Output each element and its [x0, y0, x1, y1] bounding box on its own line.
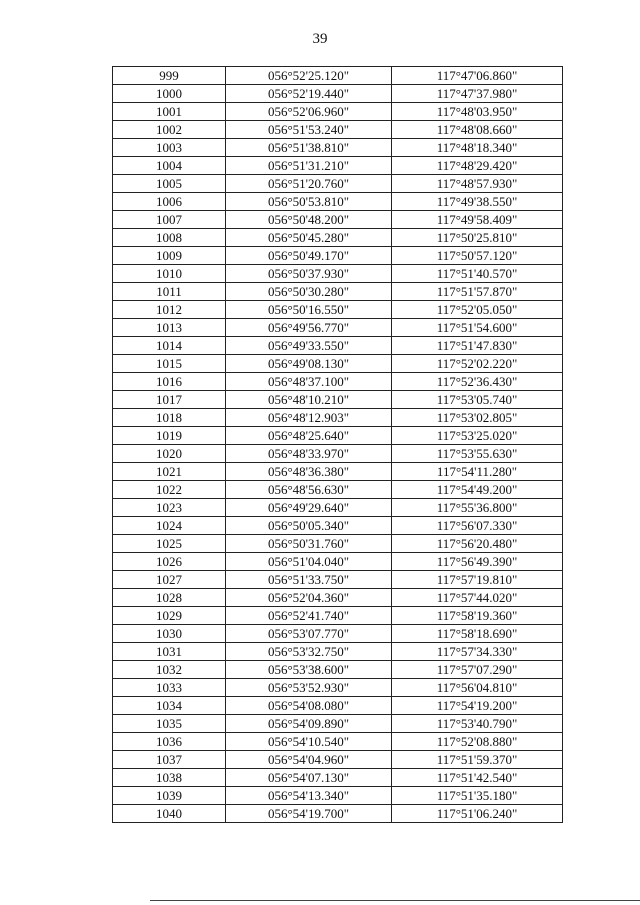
latitude-cell: 056°48'33.970": [226, 445, 392, 463]
latitude-cell: 056°48'10.210": [226, 391, 392, 409]
table-row: [113, 481, 563, 499]
table-row: [113, 139, 563, 157]
latitude-cell: 056°54'08.080": [226, 697, 392, 715]
longitude-cell: 117°52'08.880": [392, 733, 563, 751]
longitude-cell: 117°48'57.930": [392, 175, 563, 193]
latitude-cell: 056°51'38.810": [226, 139, 392, 157]
latitude-cell: 056°50'45.280": [226, 229, 392, 247]
table-row: [113, 751, 563, 769]
latitude-cell: 056°51'53.240": [226, 121, 392, 139]
point-number-cell: 1031: [113, 643, 226, 661]
longitude-cell: 117°51'54.600": [392, 319, 563, 337]
point-number-cell: 1005: [113, 175, 226, 193]
longitude-cell: 117°53'55.630": [392, 445, 563, 463]
latitude-cell: 056°48'25.640": [226, 427, 392, 445]
table-row: [113, 589, 563, 607]
point-number-cell: 1034: [113, 697, 226, 715]
latitude-cell: 056°52'25.120": [226, 67, 392, 85]
table-row: [113, 517, 563, 535]
latitude-cell: 056°53'52.930": [226, 679, 392, 697]
point-number-cell: 1033: [113, 679, 226, 697]
point-number-cell: 1039: [113, 787, 226, 805]
point-number-cell: 1037: [113, 751, 226, 769]
longitude-cell: 117°56'04.810": [392, 679, 563, 697]
latitude-cell: 056°49'33.550": [226, 337, 392, 355]
table-row: [113, 445, 563, 463]
longitude-cell: 117°57'07.290": [392, 661, 563, 679]
latitude-cell: 056°54'04.960": [226, 751, 392, 769]
point-number-cell: 1015: [113, 355, 226, 373]
latitude-cell: 056°48'37.100": [226, 373, 392, 391]
table-row: [113, 607, 563, 625]
point-number-cell: 1036: [113, 733, 226, 751]
point-number-cell: 1028: [113, 589, 226, 607]
point-number-cell: 1014: [113, 337, 226, 355]
latitude-cell: 056°51'04.040": [226, 553, 392, 571]
longitude-cell: 117°57'44.020": [392, 589, 563, 607]
longitude-cell: 117°53'02.805": [392, 409, 563, 427]
latitude-cell: 056°48'12.903": [226, 409, 392, 427]
point-number-cell: 1021: [113, 463, 226, 481]
table-row: [113, 211, 563, 229]
table-row: [113, 625, 563, 643]
longitude-cell: 117°58'18.690": [392, 625, 563, 643]
point-number-cell: 1018: [113, 409, 226, 427]
longitude-cell: 117°47'37.980": [392, 85, 563, 103]
coordinates-table-body: [113, 67, 563, 823]
point-number-cell: 1024: [113, 517, 226, 535]
latitude-cell: 056°52'06.960": [226, 103, 392, 121]
longitude-cell: 117°57'34.330": [392, 643, 563, 661]
longitude-cell: 117°52'36.430": [392, 373, 563, 391]
longitude-cell: 117°51'59.370": [392, 751, 563, 769]
longitude-cell: 117°52'05.050": [392, 301, 563, 319]
point-number-cell: 1027: [113, 571, 226, 589]
table-row: [113, 355, 563, 373]
point-number-cell: 1020: [113, 445, 226, 463]
longitude-cell: 117°48'18.340": [392, 139, 563, 157]
point-number-cell: 1006: [113, 193, 226, 211]
longitude-cell: 117°51'57.870": [392, 283, 563, 301]
longitude-cell: 117°53'40.790": [392, 715, 563, 733]
table-row: [113, 463, 563, 481]
point-number-cell: 1023: [113, 499, 226, 517]
point-number-cell: 1009: [113, 247, 226, 265]
table-row: [113, 535, 563, 553]
table-row: [113, 229, 563, 247]
point-number-cell: 1011: [113, 283, 226, 301]
latitude-cell: 056°52'04.360": [226, 589, 392, 607]
latitude-cell: 056°51'33.750": [226, 571, 392, 589]
longitude-cell: 117°52'02.220": [392, 355, 563, 373]
table-row: [113, 661, 563, 679]
point-number-cell: 1010: [113, 265, 226, 283]
latitude-cell: 056°54'09.890": [226, 715, 392, 733]
table-row: [113, 805, 563, 823]
point-number-cell: 1030: [113, 625, 226, 643]
bottom-rule: [150, 900, 640, 901]
longitude-cell: 117°54'49.200": [392, 481, 563, 499]
point-number-cell: 1035: [113, 715, 226, 733]
longitude-cell: 117°53'25.020": [392, 427, 563, 445]
table-row: [113, 175, 563, 193]
latitude-cell: 056°51'20.760": [226, 175, 392, 193]
latitude-cell: 056°50'49.170": [226, 247, 392, 265]
longitude-cell: 117°51'06.240": [392, 805, 563, 823]
latitude-cell: 056°50'53.810": [226, 193, 392, 211]
point-number-cell: 1007: [113, 211, 226, 229]
latitude-cell: 056°52'41.740": [226, 607, 392, 625]
point-number-cell: 1012: [113, 301, 226, 319]
longitude-cell: 117°48'03.950": [392, 103, 563, 121]
longitude-cell: 117°58'19.360": [392, 607, 563, 625]
longitude-cell: 117°49'58.409": [392, 211, 563, 229]
table-row: [113, 643, 563, 661]
table-row: [113, 769, 563, 787]
latitude-cell: 056°51'31.210": [226, 157, 392, 175]
table-row: [113, 265, 563, 283]
longitude-cell: 117°50'25.810": [392, 229, 563, 247]
point-number-cell: 1019: [113, 427, 226, 445]
point-number-cell: 1022: [113, 481, 226, 499]
table-row: [113, 427, 563, 445]
table-row: [113, 409, 563, 427]
table-row: [113, 103, 563, 121]
latitude-cell: 056°53'32.750": [226, 643, 392, 661]
latitude-cell: 056°50'31.760": [226, 535, 392, 553]
point-number-cell: 999: [113, 67, 226, 85]
point-number-cell: 1040: [113, 805, 226, 823]
point-number-cell: 1017: [113, 391, 226, 409]
longitude-cell: 117°51'35.180": [392, 787, 563, 805]
latitude-cell: 056°50'37.930": [226, 265, 392, 283]
longitude-cell: 117°54'11.280": [392, 463, 563, 481]
table-row: [113, 553, 563, 571]
point-number-cell: 1001: [113, 103, 226, 121]
point-number-cell: 1004: [113, 157, 226, 175]
table-row: [113, 391, 563, 409]
point-number-cell: 1025: [113, 535, 226, 553]
table-row: [113, 283, 563, 301]
longitude-cell: 117°48'29.420": [392, 157, 563, 175]
latitude-cell: 056°49'08.130": [226, 355, 392, 373]
latitude-cell: 056°50'16.550": [226, 301, 392, 319]
latitude-cell: 056°50'30.280": [226, 283, 392, 301]
table-row: [113, 193, 563, 211]
latitude-cell: 056°53'38.600": [226, 661, 392, 679]
point-number-cell: 1013: [113, 319, 226, 337]
longitude-cell: 117°51'42.540": [392, 769, 563, 787]
point-number-cell: 1032: [113, 661, 226, 679]
longitude-cell: 117°56'07.330": [392, 517, 563, 535]
point-number-cell: 1003: [113, 139, 226, 157]
latitude-cell: 056°54'10.540": [226, 733, 392, 751]
table-row: [113, 733, 563, 751]
table-row: [113, 499, 563, 517]
table-row: [113, 679, 563, 697]
table-row: [113, 319, 563, 337]
longitude-cell: 117°53'05.740": [392, 391, 563, 409]
latitude-cell: 056°50'05.340": [226, 517, 392, 535]
table-row: [113, 337, 563, 355]
page-number: 39: [312, 31, 328, 47]
point-number-cell: 1008: [113, 229, 226, 247]
latitude-cell: 056°49'56.770": [226, 319, 392, 337]
longitude-cell: 117°51'47.830": [392, 337, 563, 355]
coordinates-table: [112, 66, 563, 823]
latitude-cell: 056°48'56.630": [226, 481, 392, 499]
latitude-cell: 056°53'07.770": [226, 625, 392, 643]
table-row: [113, 301, 563, 319]
longitude-cell: 117°47'06.860": [392, 67, 563, 85]
longitude-cell: 117°49'38.550": [392, 193, 563, 211]
longitude-cell: 117°57'19.810": [392, 571, 563, 589]
table-row: [113, 787, 563, 805]
latitude-cell: 056°52'19.440": [226, 85, 392, 103]
table-row: [113, 121, 563, 139]
point-number-cell: 1029: [113, 607, 226, 625]
latitude-cell: 056°50'48.200": [226, 211, 392, 229]
longitude-cell: 117°48'08.660": [392, 121, 563, 139]
longitude-cell: 117°54'19.200": [392, 697, 563, 715]
table-row: [113, 247, 563, 265]
longitude-cell: 117°55'36.800": [392, 499, 563, 517]
latitude-cell: 056°54'07.130": [226, 769, 392, 787]
point-number-cell: 1038: [113, 769, 226, 787]
point-number-cell: 1026: [113, 553, 226, 571]
table-row: [113, 85, 563, 103]
point-number-cell: 1000: [113, 85, 226, 103]
point-number-cell: 1002: [113, 121, 226, 139]
table-row: [113, 157, 563, 175]
latitude-cell: 056°54'13.340": [226, 787, 392, 805]
table-row: [113, 715, 563, 733]
table-row: [113, 571, 563, 589]
latitude-cell: 056°49'29.640": [226, 499, 392, 517]
longitude-cell: 117°50'57.120": [392, 247, 563, 265]
latitude-cell: 056°48'36.380": [226, 463, 392, 481]
table-row: [113, 697, 563, 715]
longitude-cell: 117°56'49.390": [392, 553, 563, 571]
point-number-cell: 1016: [113, 373, 226, 391]
longitude-cell: 117°51'40.570": [392, 265, 563, 283]
table-row: [113, 373, 563, 391]
latitude-cell: 056°54'19.700": [226, 805, 392, 823]
longitude-cell: 117°56'20.480": [392, 535, 563, 553]
table-row: [113, 67, 563, 85]
